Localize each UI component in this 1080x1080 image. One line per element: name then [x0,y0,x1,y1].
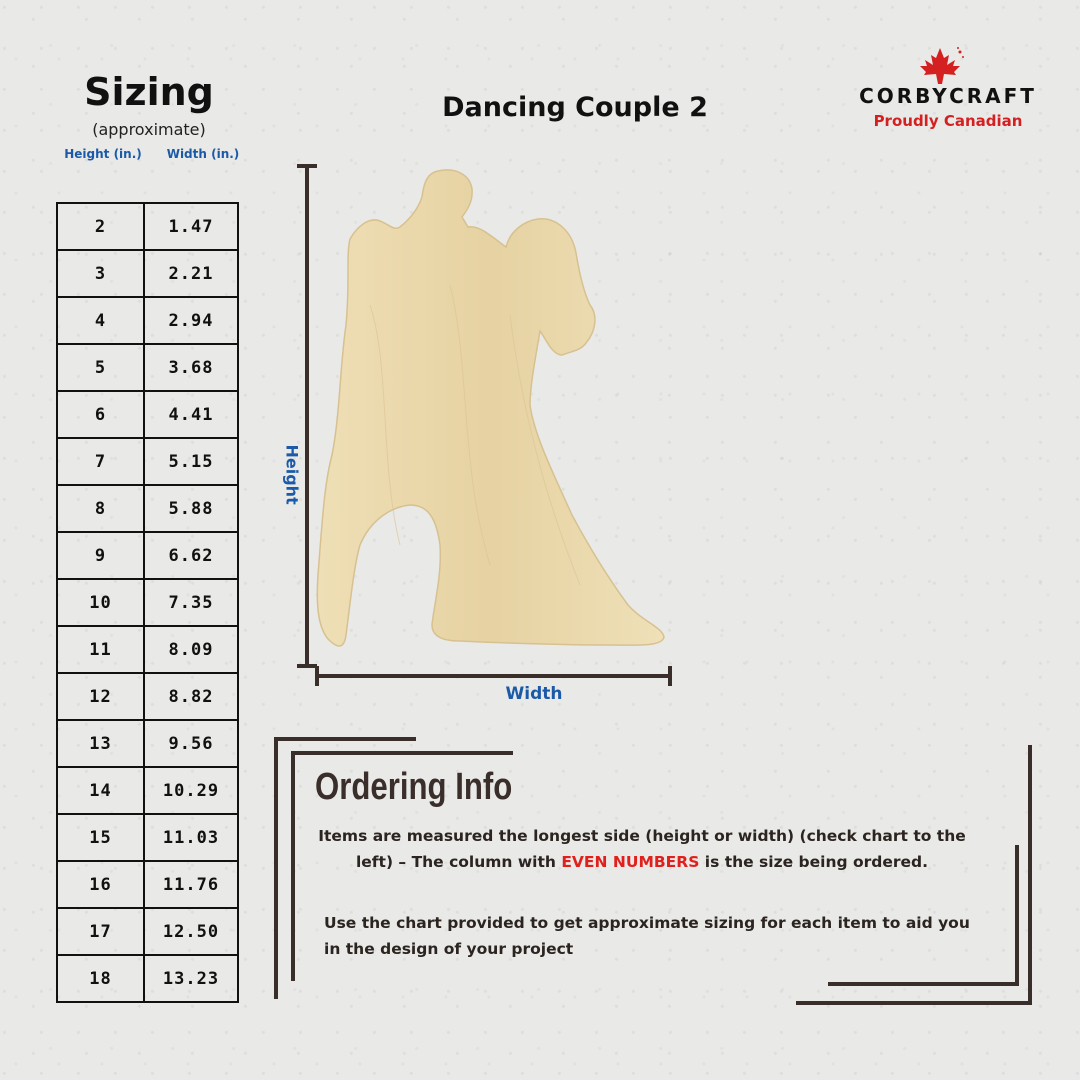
width-cell: 9.56 [144,720,238,767]
height-cell: 16 [57,861,144,908]
width-cell: 1.47 [144,203,238,250]
width-cell: 12.50 [144,908,238,955]
sizing-row [57,767,238,814]
sizing-row [57,908,238,955]
width-cell: 8.82 [144,673,238,720]
height-cell: 10 [57,579,144,626]
width-cell: 11.03 [144,814,238,861]
even-numbers-highlight: EVEN NUMBERS [561,853,700,871]
sizing-row [57,673,238,720]
width-cell: 4.41 [144,391,238,438]
height-cell: 14 [57,767,144,814]
sizing-row [57,485,238,532]
ordering-text-before: Items are measured the longest side (height or width) (check chart to the left) – The column with [318,827,966,871]
product-title: Dancing Couple 2 [442,92,708,123]
sizing-table-body [57,203,238,1002]
maple-leaf-icon [914,46,966,86]
sizing-row [57,391,238,438]
frame-left-inner [291,751,295,981]
ordering-info-title: Ordering Info [315,766,513,808]
frame-left-outer [274,737,278,999]
sizing-title: Sizing [84,70,214,114]
sizing-row [57,720,238,767]
width-cell: 7.35 [144,579,238,626]
width-column-header: Width (in.) [166,147,240,161]
width-label: Width [505,684,563,704]
sizing-row [57,814,238,861]
sizing-row [57,250,238,297]
brand-name: CORBYCRAFT [859,84,1037,108]
width-cell: 8.09 [144,626,238,673]
sizing-row [57,438,238,485]
sizing-row [57,955,238,1002]
ordering-text-after: is the size being ordered. [699,853,929,871]
height-cell: 3 [57,250,144,297]
frame-bottom-inner [828,982,1019,986]
sizing-row [57,532,238,579]
height-cell: 7 [57,438,144,485]
width-cell: 11.76 [144,861,238,908]
ordering-info-paragraph-2: Use the chart provided to get approximate sizing for each item to aid you in the design of your project [324,914,970,958]
sizing-row [57,626,238,673]
height-cell: 18 [57,955,144,1002]
height-cell: 6 [57,391,144,438]
sizing-row [57,579,238,626]
height-cell: 9 [57,532,144,579]
height-cell: 4 [57,297,144,344]
sizing-table [56,202,239,1003]
ordering-info-paragraph-1 [318,823,966,875]
width-cell: 10.29 [144,767,238,814]
width-cell: 5.15 [144,438,238,485]
height-column-header: Height (in.) [64,147,142,161]
width-cell: 13.23 [144,955,238,1002]
brand-tagline: Proudly Canadian [873,112,1023,130]
height-label: Height [282,444,302,505]
height-cell: 15 [57,814,144,861]
sizing-subtitle: (approximate) [92,120,206,139]
sizing-row [57,861,238,908]
frame-right-outer [1028,745,1032,1005]
width-cell: 3.68 [144,344,238,391]
width-cell: 2.21 [144,250,238,297]
height-cell: 17 [57,908,144,955]
width-cell: 5.88 [144,485,238,532]
width-cell: 2.94 [144,297,238,344]
frame-top-outer [274,737,416,741]
sizing-row [57,297,238,344]
frame-bottom-outer [796,1001,1032,1005]
height-cell: 2 [57,203,144,250]
width-cell: 6.62 [144,532,238,579]
height-cell: 8 [57,485,144,532]
sizing-row [57,203,238,250]
sizing-row [57,344,238,391]
height-cell: 11 [57,626,144,673]
height-cell: 13 [57,720,144,767]
height-cell: 12 [57,673,144,720]
frame-right-inner [1015,845,1019,985]
frame-top-inner [291,751,513,755]
dancing-couple-silhouette [310,165,670,660]
height-cell: 5 [57,344,144,391]
